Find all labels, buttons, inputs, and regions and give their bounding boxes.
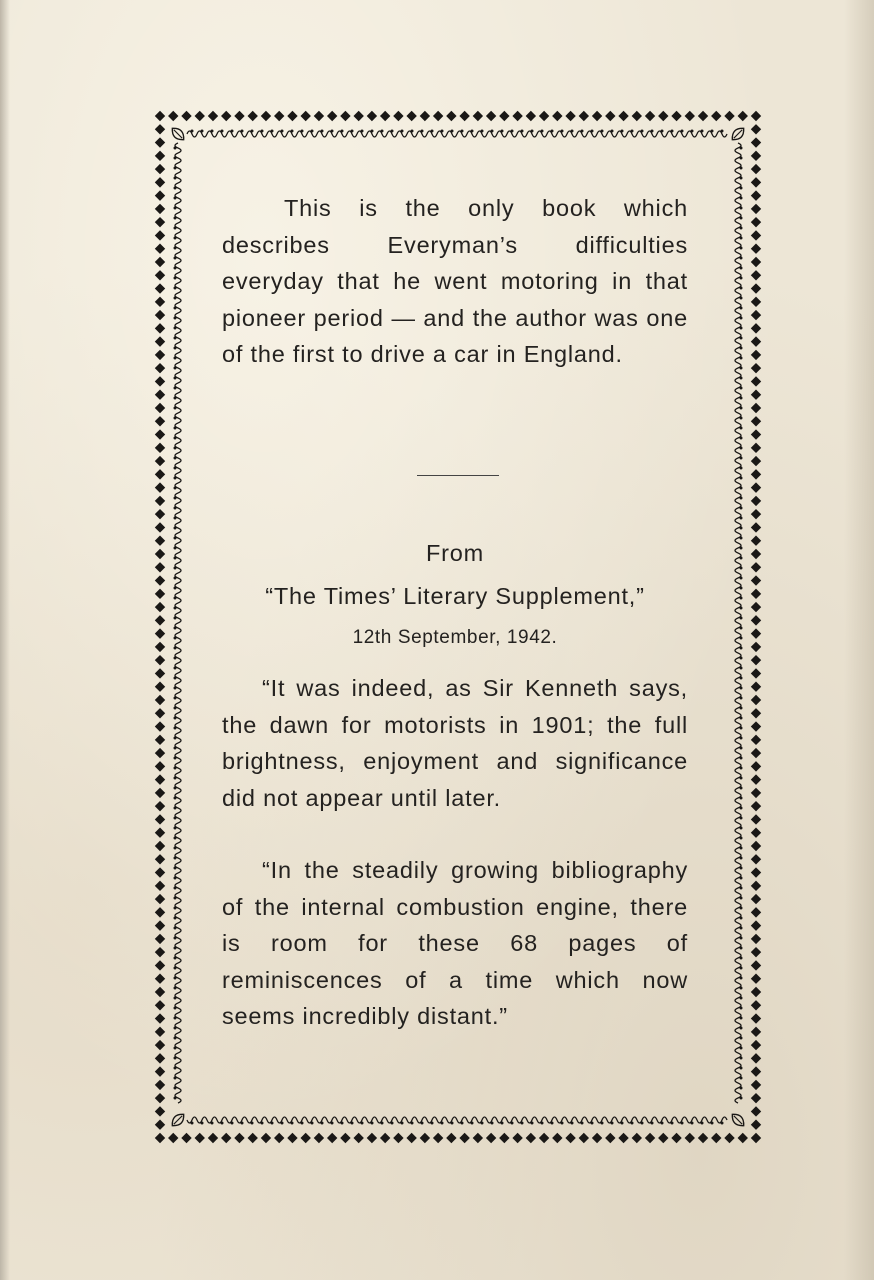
review-quote-2: “In the steadily growing bibliography of the internal combustion engine, there is room for these 68 pages of reminiscences of a time which now seems incredibly distant.”: [222, 857, 688, 1029]
review-source: “The Times’ Literary Supplement,”: [265, 583, 645, 609]
blurb-paragraph: This is the only book which describes Everyman’s difficulties everyday that he went motoring in that pioneer period — and the author was one of the first to drive a car in England.: [222, 195, 688, 367]
paper-edge-stain: [844, 0, 874, 1280]
paper-edge-shadow: [0, 0, 10, 1280]
review-quote-1: “It was indeed, as Sir Kenneth says, the dawn for motorists in 1901; the full brightness, enjoyment and significance did not appear until later.: [222, 675, 688, 811]
review-date: 12th September, 1942.: [352, 627, 558, 648]
from-label: From: [425, 540, 485, 566]
section-divider: [417, 475, 499, 476]
